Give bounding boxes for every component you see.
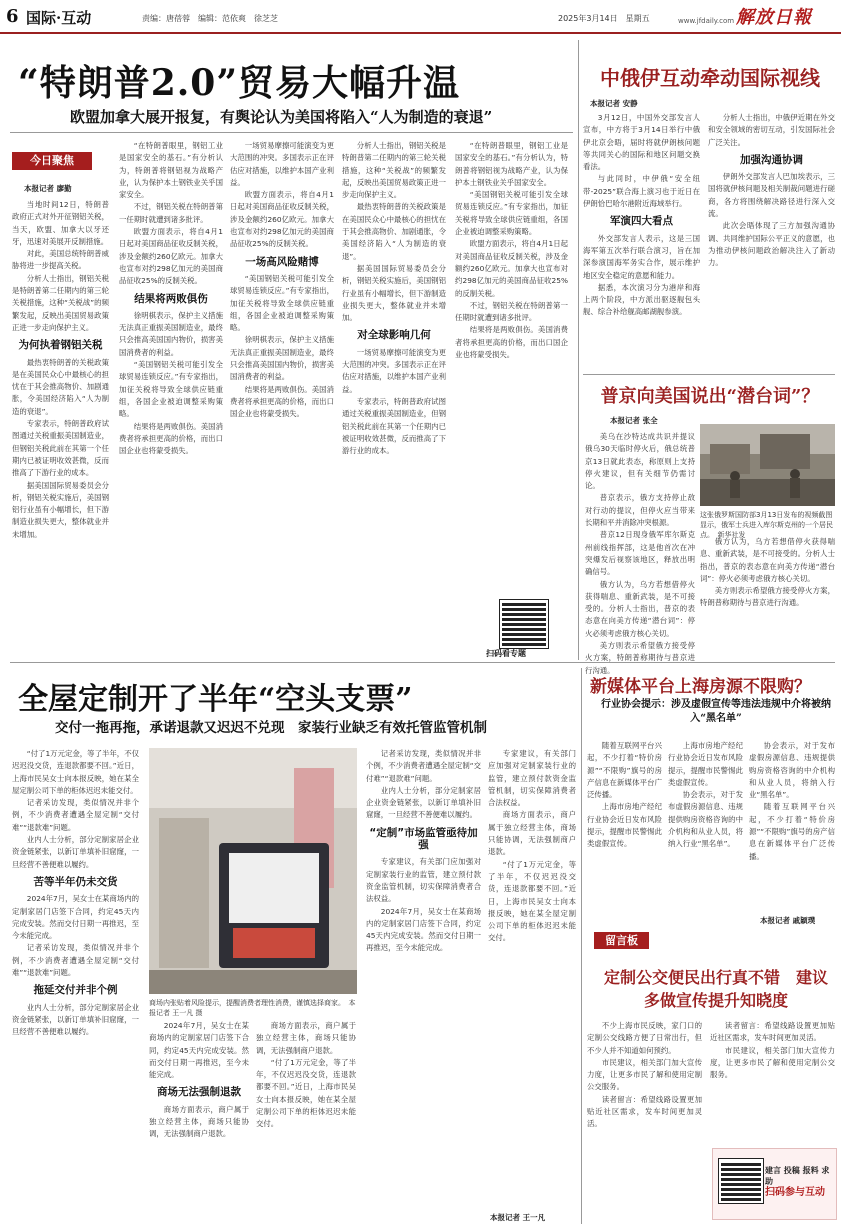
paragraph: 结果将是两败俱伤。美国消费者将承担更高的价格，而出口国企业也将蒙受损失。 [119,421,223,456]
qr-code[interactable] [500,600,548,648]
bottom-left-column-5 [488,748,576,1208]
soldiers-photo-illustration [700,424,835,506]
lead-headline: “特朗普2.0”贸易大幅升温 [18,62,461,104]
paragraph: 专家建议，有关部门应加强对定制家装行业的监管，建立预付款资金监管机制，切实保障消费者合法权益。 [488,749,576,808]
paragraph: 分析人士指出，钢铝关税是特朗普第二任期内的第三轮关税措施，这种“关税战”的频繁发起，反映出美国贸易政策正进一步走向保护主义。 [342,141,446,200]
right-mid-column-2 [700,536,835,648]
paragraph: 普京表示，俄方支持停止敌对行动的提议，但停火应当带来长期和平并消除冲突根源。 [585,493,695,528]
site-url[interactable]: www.jfdaily.com [678,17,735,25]
message-board-headline: 定制公交便民出行真不错 建议多做宣传提升知晓度 [603,968,828,1010]
section-heading: “定制”市场监管亟待加强 [369,826,478,852]
lead-column-4 [342,140,446,660]
paragraph: 读者留言：希望线路设置更加贴近社区需求，发车时间更加灵活。 [587,1094,702,1129]
lead-column-2 [119,140,223,660]
paragraph: 业内人士分析，部分定制家居企业资金链紧张，以新订单填补旧窟窿，一旦经营不善便难以履约。 [12,835,139,869]
paragraph: 随着互联网平台兴起，不少打着“特价房源”“不限购”旗号的房产信息在新媒体平台广泛传播。 [587,741,662,800]
paragraph: 商场方面表示，商户属于独立经营主体，商场只能协调，无法强制商户退款。 [488,810,576,857]
paragraph: 美方则表示希望俄方接受停火方案，特朗普称期待与普京进行沟通。 [585,641,695,675]
paragraph: “在特朗普眼里，钢铝工业是国家安全的基石。”有分析认为，特朗普将钢铝视为战略产业，认为保护本土钢铁业关乎国家安全。 [119,141,223,200]
divider [583,374,835,375]
lead-column-5 [455,140,568,615]
paragraph: 2024年7月，吴女士在某商场内的定制家居门店签下合同，约定45天内完成安装。然而交付日期一再推迟，至今未能完成。 [149,1021,249,1080]
promo-cta: 扫码参与互动 [765,1187,825,1198]
bottom-left-subheadline: 交付一拖再拖，承诺退款又迟迟不兑现 家装行业缺乏有效托管监管机制 [55,720,487,736]
right-mid-byline: 本报记者 张全 [610,416,658,425]
paragraph: 此次会晤体现了三方加强沟通协调、共同维护国际公平正义的意愿，也为推动伊核问题政治解决注入了新动力。 [708,221,835,268]
paragraph: 专家表示，特朗普政府试图通过关税重振美国制造业，但钢铝关税此前在其第一个任期内已被证明收效甚微，反而推高了下游行业的成本。 [12,419,109,478]
right-top-column-1 [583,112,700,382]
paragraph: 与此同时，中伊俄“安全纽带-2025”联合海上演习也于近日在伊朗恰巴哈尔港附近海域举行。 [583,174,700,209]
lead-byline: 本报记者 廖勤 [24,184,72,193]
paragraph: 不过，钢铝关税在特朗普第一任期时就遭到诸多批评。 [119,202,223,224]
section-name: 国际·互动 [26,9,92,27]
paragraph: 不少上海市民反映，家门口的定制公交线路方便了日常出行，但不少人并不知道如何预约。 [587,1021,702,1055]
paragraph: 结果将是两败俱伤。美国消费者将承担更高的价格，而出口国企业也将蒙受损失。 [230,384,334,419]
paragraph: 一场贸易摩擦可能演变为更大范围的冲突。多国表示正在评估应对措施，以维护本国产业利益。 [230,141,334,187]
section-heading: 对全球影响几何 [357,329,431,342]
paragraph: 伊朗外交部发言人巴加埃表示，三国将就伊核问题及相关制裁问题进行磋商，各方将围绕解决路径进行深入交流。 [708,172,835,219]
paragraph: 协会表示，对于发布虚假房源信息、违规提供购房资格咨询的中介机构和从业人员，将纳入行业“黑名单”。 [749,741,835,800]
paragraph: 商场方面表示，商户属于独立经营主体，商场只能协调，无法强制商户退款。 [256,1021,356,1055]
paragraph: 外交部发言人表示，这是三国海军第五次举行联合演习，旨在加深参演国海军务实合作，展示维护地区安全稳定的意愿和能力。 [583,233,700,280]
section-heading: 一场高风险赌博 [245,255,319,268]
section-heading: 为何执着钢铝关税 [18,339,103,352]
right-top-headline: 中俄伊互动牵动国际视线 [600,66,820,90]
promo-qr-code[interactable] [719,1159,763,1203]
page-header [0,0,841,34]
paragraph: 最热衷特朗普的关税政策是在美国民众心中最核心的担忧在于其会推高物价、加剧通胀，令美国经济陷入“人为制造的衰退”。 [12,357,109,416]
bottom-right-byline: 本报记者 戚颖璞 [760,916,816,925]
paragraph: 普京12日现身俄军库尔斯克州前线指挥部，这是他首次在冲突爆发后视察该地区，释放出明确信号。 [585,530,695,577]
paragraph: 美方则表示希望俄方接受停火方案，特朗普称期待与普京进行沟通。 [700,586,835,608]
paragraph: “美国钢铝关税可能引发全球贸易连锁反应。”有专家指出，加征关税将导致全球供应链重组，各国企业被迫调整采购策略。 [119,360,223,419]
bottom-left-byline: 本报记者 王一凡 [490,1213,546,1222]
paragraph: 当地时间12日，特朗普政府正式对外开征钢铝关税，当天，欧盟、加拿大以牙还牙，迅速对美展开反制措施。 [12,200,109,246]
section-heading: 商场无法强制退款 [157,1086,241,1099]
newspaper-logo: 解放日報 [736,7,812,28]
photo-caption: 这张俄罗斯国防部3月13日发布的视频截图显示，俄军士兵进入库尔斯克州的一个居民点。 新华社发 [700,511,833,539]
store-photo [149,748,357,994]
paragraph: 欧盟方面表示，将自4月1日起对美国商品征收反制关税，涉及金额约260亿欧元。加拿大也宣布对约298亿加元的美国商品征收25%的反制关税。 [455,239,568,298]
promo-text: 建言 投稿 报料 求助 [765,1166,830,1186]
photo-caption: 商场内张贴着风险提示，提醒消费者理性消费，谨慎选择商家。 本报记者 王一凡 摄 [149,999,356,1017]
paragraph: 商场方面表示，商户属于独立经营主体，商场只能协调，无法强制商户退款。 [149,1104,249,1139]
lead-subheadline: 欧盟加拿大展开报复，有舆论认为美国将陷入“人为制造的衰退” [70,108,493,126]
paragraph: 不过，钢铝关税在特朗普第一任期时就遭到诸多批评。 [455,300,568,323]
paragraph: “美国钢铝关税可能引发全球贸易连锁反应。”有专家指出，加征关税将导致全球供应链重组，各国企业被迫调整采购策略。 [455,190,568,237]
paragraph: 结果将是两败俱伤。美国消费者将承担更高的价格，而出口国企业也将蒙受损失。 [455,325,568,360]
paragraph: 3月12日，中国外交部发言人宣布，中方将于3月14日举行中俄伊北京会晤，届时将就伊朗核问题等共同关心的国际和地区问题交换看法。 [583,113,700,172]
bottom-left-headline: 全屋定制开了半年“空头支票” [18,682,413,717]
message-board-tag: 留言板 [594,932,649,949]
message-board-column-1 [587,1020,702,1220]
issue-date: 2025年3月14日 星期五 [558,14,650,23]
paragraph: 欧盟方面表示，将自4月1日起对美国商品征收反制关税，涉及金额约260亿欧元。加拿大也宣布对约298亿加元的美国商品征收25%的反制关税。 [230,190,334,249]
paragraph: 据美国国际贸易委员会分析，钢铝关税实施后，美国钢铝行业虽有小幅增长，但下游制造业损失更大，整体就业并未增加。 [342,263,446,323]
bottom-right-column-2 [668,740,743,915]
paragraph: 上海市房地产经纪行业协会近日发布风险提示，提醒市民警惕此类虚假宣传。 [668,741,743,787]
bottom-right-headline: 新媒体平台上海房源不限购？ [590,677,811,697]
paragraph: 一场贸易摩擦可能演变为更大范围的冲突。多国表示正在评估应对措施，以维护本国产业利益。 [342,347,446,394]
right-mid-column [585,431,695,675]
paragraph: 2024年7月，吴女士在某商场内的定制家居门店签下合同，约定45天内完成安装。然而交付日期一再推迟，至今未能完成。 [12,894,139,941]
paragraph: 分析人士指出，钢铝关税是特朗普第二任期内的第三轮关税措施，这种“关税战”的频繁发起，反映出美国贸易政策正进一步走向保护主义。 [12,273,109,332]
paragraph: 据悉，本次演习分为港岸和海上两个阶段，中方派出驱逐舰包头舰、综合补给舰高邮湖舰参演。 [583,282,700,317]
paragraph: 俄方认为，乌方若想借停火获得喘息、重新武装，是不可接受的。分析人士指出，普京的表态意在向美方传递“潜台词”：停火必须考虑俄方核心关切。 [585,579,695,638]
section-heading: 苦等半年仍未交货 [33,875,118,888]
section-heading: 加强沟通协调 [740,153,803,166]
paragraph: 分析人士指出，中俄伊近期在外交和安全领域的密切互动，引发国际社会广泛关注。 [708,113,835,147]
bottom-left-column-2 [149,1020,249,1218]
paragraph: 最热衷特朗普的关税政策是在美国民众心中最核心的担忧在于其会推高物价、加剧通胀，令美国经济陷入“人为制造的衰退”。 [342,202,446,261]
lead-column-1 [12,199,109,659]
bottom-left-column-3 [256,1020,356,1218]
column-divider [581,668,582,1224]
right-top-byline: 本报记者 安静 [590,99,638,108]
bottom-right-column-1 [587,740,662,915]
paragraph: “在特朗普眼里，钢铝工业是国家安全的基石。”有分析认为，特朗普将钢铝视为战略产业，认为保护本土钢铁业关乎国家安全。 [455,141,568,187]
paragraph: 美乌在沙特达成共识并提议俄乌30天临时停火后，俄总统普京13日就此表态，称原则上支持停火建议，但有关细节仍需讨论。 [585,432,695,491]
bottom-left-column-1 [12,748,139,1218]
lead-column-3 [230,140,334,660]
page-number: 6 [6,6,19,27]
paragraph: 业内人士分析，部分定制家居企业资金链紧张，以新订单填补旧窟窿，一旦经营不善便难以履约。 [12,1002,139,1037]
section-heading: 军演四大看点 [610,215,673,228]
paragraph: 记者采访发现，类似情况并非个例，不少消费者遭遇全屋定制“交付难”“退款难”问题。 [12,798,139,832]
paragraph: 业内人士分析，部分定制家居企业资金链紧张，以新订单填补旧窟窿，一旦经营不善便难以履约。 [366,785,481,820]
paragraph: 市民建议，相关部门加大宣传力度，让更多市民了解和使用定制公交服务。 [587,1057,702,1092]
qr-label: 扫码看专题 [486,649,526,658]
bottom-right-column-3 [749,740,835,915]
editors-line: 责编：唐蓓蓉 编辑：范依爽 徐芝芝 [142,14,278,23]
right-top-column-2 [708,112,835,382]
paragraph: 记者采访发现，类似情况并非个例，不少消费者遭遇全屋定制“交付难”“退款难”问题。 [12,943,139,978]
paragraph: “美国钢铝关税可能引发全球贸易连锁反应。”有专家指出，加征关税将导致全球供应链重组，各国企业被迫调整采购策略。 [230,273,334,333]
section-tag: 今日聚焦 [12,152,92,170]
divider [10,662,835,663]
store-photo-illustration [149,748,357,994]
paragraph: 俄方认为，乌方若想借停火获得喘息、重新武装，是不可接受的。分析人士指出，普京的表态意在向美方传递“潜台词”：停火必须考虑俄方核心关切。 [700,537,835,583]
right-mid-headline: 普京向美国说出“潜台词”？ [600,386,820,407]
paragraph: “付了1万元定金，等了半年，不仅迟迟没交货，连退款都要不回。”近日，上海市民吴女士向本报反映，她在某全屋定制公司下单的柜体迟迟未能交付。 [256,1057,356,1129]
paragraph: 专家建议，有关部门应加强对定制家装行业的监管，建立预付款资金监管机制，切实保障消费者合法权益。 [366,857,481,904]
divider [10,132,573,133]
promo-box[interactable] [712,1148,837,1220]
paragraph: 对此，美国总统特朗普威胁将进一步提高关税。 [12,249,109,271]
column-divider [578,40,579,660]
paragraph: 随着互联网平台兴起，不少打着“特价房源”“不限购”旗号的房产信息在新媒体平台广泛传播。 [749,802,835,861]
paragraph: “付了1万元定金，等了半年，不仅迟迟没交货，连退款都要不回。”近日，上海市民吴女士向本报反映，她在某全屋定制公司下单的柜体迟迟未能交付。 [488,859,576,943]
paragraph: 记者采访发现，类似情况并非个例，不少消费者遭遇全屋定制“交付难”“退款难”问题。 [366,749,481,783]
paragraph: 据美国国际贸易委员会分析，钢铝关税实施后，美国钢铝行业虽有小幅增长，但下游制造业损失更大，整体就业并未增加。 [12,480,109,539]
bottom-left-column-4 [366,748,481,1218]
paragraph: 上海市房地产经纪行业协会近日发布风险提示，提醒市民警惕此类虚假宣传。 [587,802,662,849]
paragraph: 2024年7月，吴女士在某商场内的定制家居门店签下合同，约定45天内完成安装。然而交付日期一再推迟，至今未能完成。 [366,906,481,953]
paragraph: 市民建议，相关部门加大宣传力度，让更多市民了解和使用定制公交服务。 [710,1045,835,1080]
paragraph: 徐明棋表示，保护主义措施无法真正重振美国制造业，最终只会推高美国国内物价，损害美国消费者的利益。 [230,335,334,382]
paragraph: 专家表示，特朗普政府试图通过关税重振美国制造业，但钢铝关税此前在其第一个任期内已被证明收效甚微，反而推高了下游行业的成本。 [342,396,446,456]
paragraph: “付了1万元定金，等了半年，不仅迟迟没交货，连退款都要不回。”近日，上海市民吴女士向本报反映，她在某全屋定制公司下单的柜体迟迟未能交付。 [12,749,139,795]
section-heading: 结果将两败俱伤 [134,292,208,305]
message-board-column-2 [710,1020,835,1140]
paragraph: 徐明棋表示，保护主义措施无法真正重振美国制造业，最终只会推高美国国内物价，损害美国消费者的利益。 [119,310,223,357]
paragraph: 读者留言：希望线路设置更加贴近社区需求，发车时间更加灵活。 [710,1021,835,1043]
paragraph: 协会表示，对于发布虚假房源信息、违规提供购房资格咨询的中介机构和从业人员，将纳入行业“黑名单”。 [668,790,743,849]
section-heading: 拖延交付并非个例 [33,984,118,997]
paragraph: 欧盟方面表示，将自4月1日起对美国商品征收反制关税，涉及金额约260亿欧元。加拿大也宣布对约298亿加元的美国商品征收25%的反制关税。 [119,227,223,286]
soldiers-photo [700,424,835,506]
bottom-right-subheadline: 行业协会提示：涉及虚假宣传等违法违规中介将被纳入“黑名单” [601,699,831,724]
